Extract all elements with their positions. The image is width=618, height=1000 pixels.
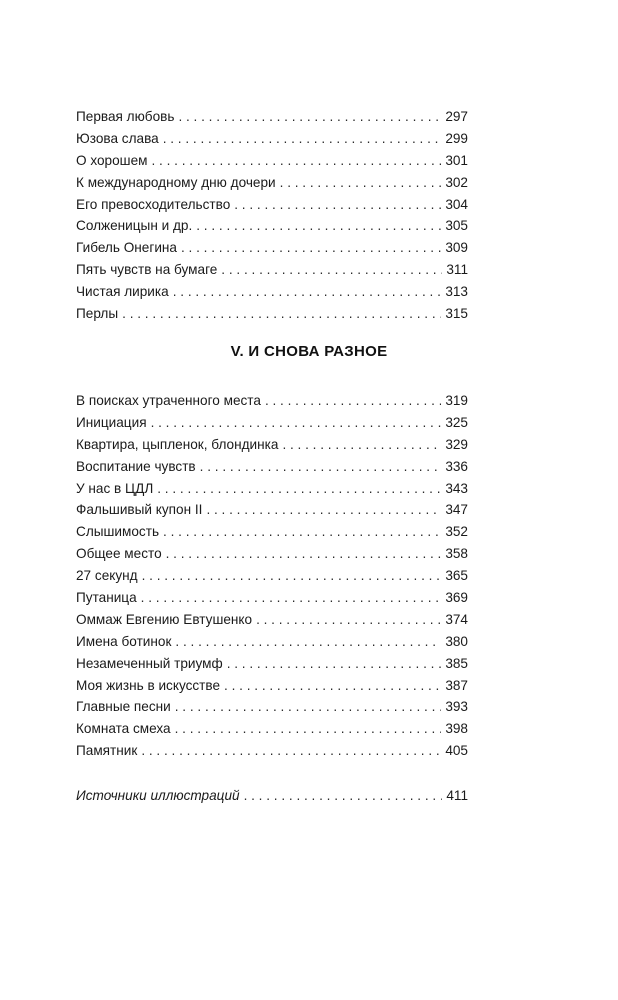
toc-list-part-c [76, 785, 468, 807]
toc-entry[interactable] [76, 653, 468, 675]
toc-entry[interactable] [76, 434, 468, 456]
toc-entry-page: 405 [445, 743, 468, 759]
toc-entry[interactable] [76, 499, 468, 521]
toc-entry-title: Солженицын и др. [76, 218, 193, 234]
toc-leader-dots [175, 718, 442, 740]
toc-entry-title: Оммаж Евгению Евтушенко [76, 611, 253, 627]
toc-entry-page: 325 [445, 414, 468, 430]
toc-entry-page: 387 [445, 677, 468, 693]
toc-entry-page: 380 [445, 633, 468, 649]
toc-entry[interactable] [76, 259, 468, 281]
toc-entry[interactable] [76, 215, 468, 237]
toc-leader-dots [141, 740, 441, 762]
toc-entry[interactable] [76, 128, 468, 150]
toc-entry[interactable] [76, 785, 468, 807]
toc-entry-title: К международному дню дочери [76, 174, 276, 190]
toc-entry-page: 297 [445, 109, 468, 124]
toc-entry-page: 347 [445, 502, 468, 518]
toc-leader-dots [141, 587, 442, 609]
toc-entry-page: 304 [445, 196, 468, 212]
toc-entry-title: Его превосходительство [76, 196, 231, 212]
toc-entry-title: Пять чувств на бумаге [76, 262, 218, 278]
toc-entry-page: 299 [445, 130, 468, 146]
toc-entry-page: 319 [445, 393, 468, 408]
toc-entry-title: Имена ботинок [76, 633, 172, 649]
toc-entry-page: 311 [446, 262, 468, 278]
toc-entry[interactable] [76, 521, 468, 543]
toc-leader-dots [181, 237, 441, 259]
toc-leader-dots [206, 499, 441, 521]
toc-entry[interactable] [76, 456, 468, 478]
toc-entry-title: Источники иллюстраций [76, 788, 240, 803]
toc-entry[interactable] [76, 281, 468, 303]
toc-entry-title: В поисках утраченного места [76, 393, 261, 408]
toc-leader-dots [178, 106, 441, 128]
toc-entry-page: 315 [445, 306, 468, 322]
toc-leader-dots [175, 696, 442, 718]
toc-entry[interactable] [76, 412, 468, 434]
toc-leader-dots [142, 565, 442, 587]
toc-entry-title: Путаница [76, 590, 137, 606]
toc-list-part-a [76, 106, 468, 325]
toc-leader-dots [151, 412, 442, 434]
toc-entry-title: Фальшивый купон II [76, 502, 203, 518]
toc-entry-page: 343 [445, 480, 468, 496]
toc-leader-dots [166, 543, 442, 565]
toc-entry-title: Воспитание чувств [76, 458, 196, 474]
toc-entry-title: Слышимость [76, 524, 160, 540]
toc-entry-page: 385 [445, 655, 468, 671]
toc-entry-page: 309 [445, 240, 468, 256]
toc-entry-page: 352 [445, 524, 468, 540]
toc-entry[interactable] [76, 565, 468, 587]
toc-entry-title: Памятник [76, 743, 138, 759]
toc-leader-dots [221, 259, 442, 281]
toc-leader-dots [234, 194, 441, 216]
toc-entry-title: Чистая лирика [76, 284, 169, 300]
toc-leader-dots [244, 785, 443, 807]
toc-entry-page: 398 [445, 721, 468, 737]
toc-entry-title: Юзова слава [76, 130, 159, 146]
toc-entry[interactable] [76, 718, 468, 740]
toc-entry[interactable] [76, 587, 468, 609]
toc-leader-dots [152, 150, 442, 172]
toc-entry-title: Главные песни [76, 699, 171, 715]
toc-entry-page: 329 [445, 436, 468, 452]
toc-entry-title: Общее место [76, 546, 162, 562]
toc-leader-dots [163, 521, 441, 543]
toc-entry[interactable] [76, 106, 468, 128]
toc-entry[interactable] [76, 194, 468, 216]
toc-leader-dots [224, 675, 441, 697]
toc-entry-page: 313 [445, 284, 468, 300]
toc-entry-title: Незамеченный триумф [76, 655, 223, 671]
toc-leader-dots [200, 456, 442, 478]
toc-entry[interactable] [76, 543, 468, 565]
toc-entry[interactable] [76, 390, 468, 412]
toc-entry-title: Инициация [76, 414, 147, 430]
toc-entry[interactable] [76, 696, 468, 718]
toc-entry[interactable] [76, 303, 468, 325]
toc-entry-page: 301 [445, 152, 468, 168]
toc-entry-title: Перлы [76, 306, 119, 322]
toc-leader-dots [173, 281, 442, 303]
section-heading: V. И СНОВА РАЗНОЕ [230, 343, 388, 360]
toc-entry-page: 358 [445, 546, 468, 562]
toc-leader-dots [157, 478, 441, 500]
toc-entry[interactable] [76, 740, 468, 762]
toc-entry-page: 411 [446, 788, 468, 803]
toc-leader-dots [280, 172, 442, 194]
toc-leader-dots [175, 631, 441, 653]
toc-entry-page: 369 [445, 590, 468, 606]
toc-leader-dots [196, 215, 441, 237]
toc-entry-title: 27 секунд [76, 568, 138, 584]
toc-leader-dots [282, 434, 441, 456]
toc-leader-dots [265, 390, 441, 412]
toc-entry-page: 365 [445, 568, 468, 584]
toc-entry[interactable] [76, 478, 468, 500]
toc-leader-dots [122, 303, 441, 325]
toc-leader-dots [256, 609, 441, 631]
toc-list-part-b [76, 390, 468, 762]
toc-entry[interactable] [76, 631, 468, 653]
toc-entry[interactable] [76, 675, 468, 697]
toc-entry-title: Первая любовь [76, 109, 175, 124]
toc-leader-dots [163, 128, 442, 150]
toc-entry[interactable] [76, 237, 468, 259]
toc-entry-page: 374 [445, 611, 468, 627]
toc-entry-page: 305 [445, 218, 468, 234]
toc-entry-title: Моя жизнь в искусстве [76, 677, 221, 693]
toc-entry-title: Квартира, цыпленок, блондинка [76, 436, 279, 452]
toc-entry-title: У нас в ЦДЛ [76, 480, 154, 496]
toc-entry-title: О хорошем [76, 152, 148, 168]
toc-leader-dots [227, 653, 442, 675]
toc-entry-title: Комната смеха [76, 721, 171, 737]
toc-entry[interactable] [76, 609, 468, 631]
toc-entry-title: Гибель Онегина [76, 240, 177, 256]
toc-entry-page: 336 [445, 458, 468, 474]
toc-entry[interactable] [76, 150, 468, 172]
toc-entry-page: 393 [445, 699, 468, 715]
toc-entry[interactable] [76, 172, 468, 194]
toc-entry-page: 302 [445, 174, 468, 190]
